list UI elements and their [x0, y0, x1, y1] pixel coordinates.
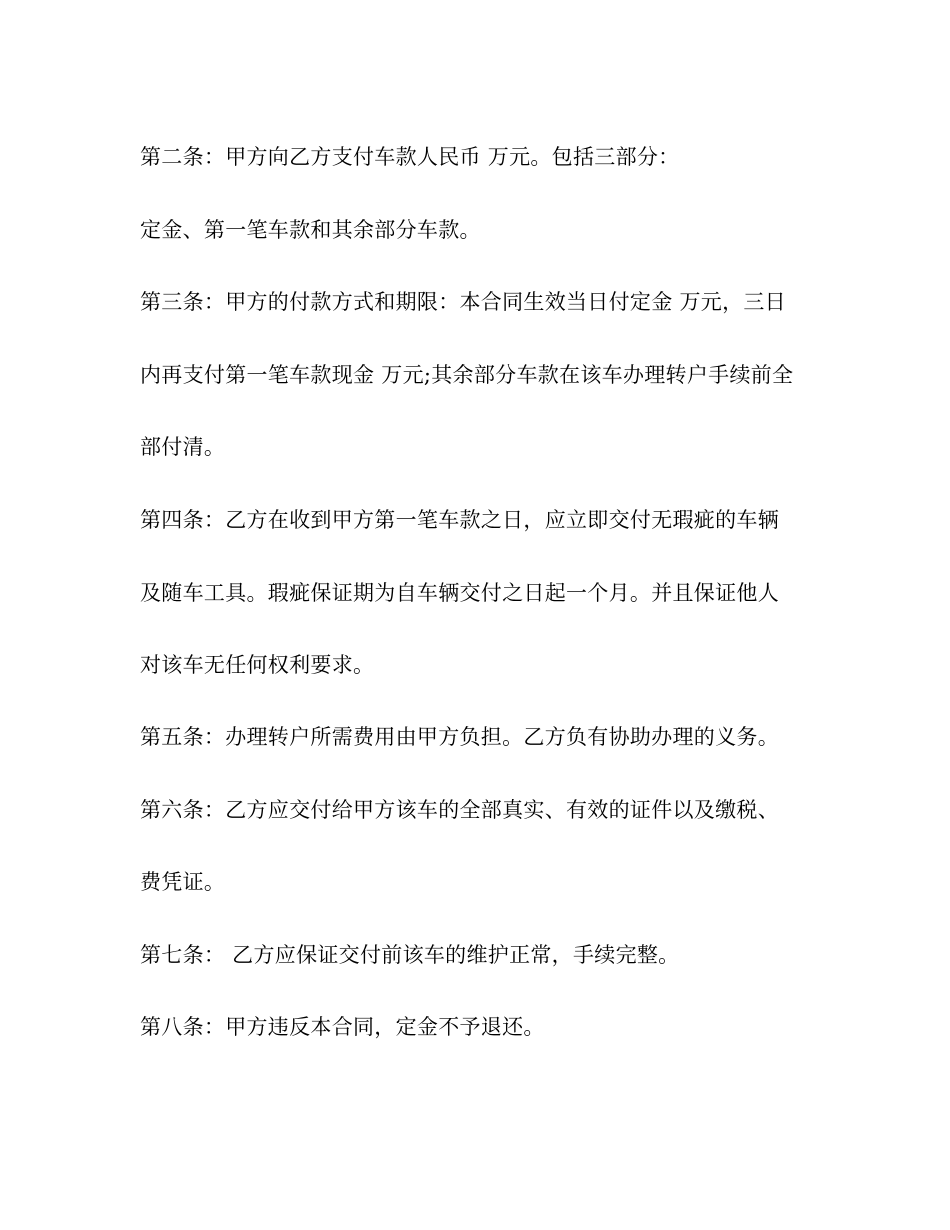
clause-4-line-3: 对该车无任何权利要求。	[140, 653, 375, 677]
clause-3-line-2: 内再支付第一笔车款现金 万元;其余部分车款在该车办理转户手续前全	[140, 363, 794, 387]
clause-2-line-1: 第二条：甲方向乙方支付车款人民币 万元。包括三部分：	[140, 145, 680, 169]
clause-4-line-2: 及随车工具。瑕疵保证期为自车辆交付之日起一个月。并且保证他人	[140, 581, 779, 605]
clause-5-line-1: 第五条：办理转户所需费用由甲方负担。乙方负有协助办理的义务。	[140, 725, 779, 749]
clause-3-line-3: 部付清。	[140, 435, 226, 459]
clause-3-line-1: 第三条：甲方的付款方式和期限：本合同生效当日付定金 万元，三日	[140, 290, 786, 314]
clause-4-line-1: 第四条：乙方在收到甲方第一笔车款之日，应立即交付无瑕疵的车辆	[140, 508, 779, 532]
clause-6-line-2: 费凭证。	[140, 870, 226, 894]
clause-6-line-1: 第六条：乙方应交付给甲方该车的全部真实、有效的证件以及缴税、	[140, 798, 779, 822]
clause-7-line-1: 第七条： 乙方应保证交付前该车的维护正常，手续完整。	[140, 943, 680, 967]
clause-2-line-2: 定金、第一笔车款和其余部分车款。	[140, 218, 481, 242]
clause-8-line-1: 第八条：甲方违反本合同，定金不予退还。	[140, 1015, 545, 1039]
